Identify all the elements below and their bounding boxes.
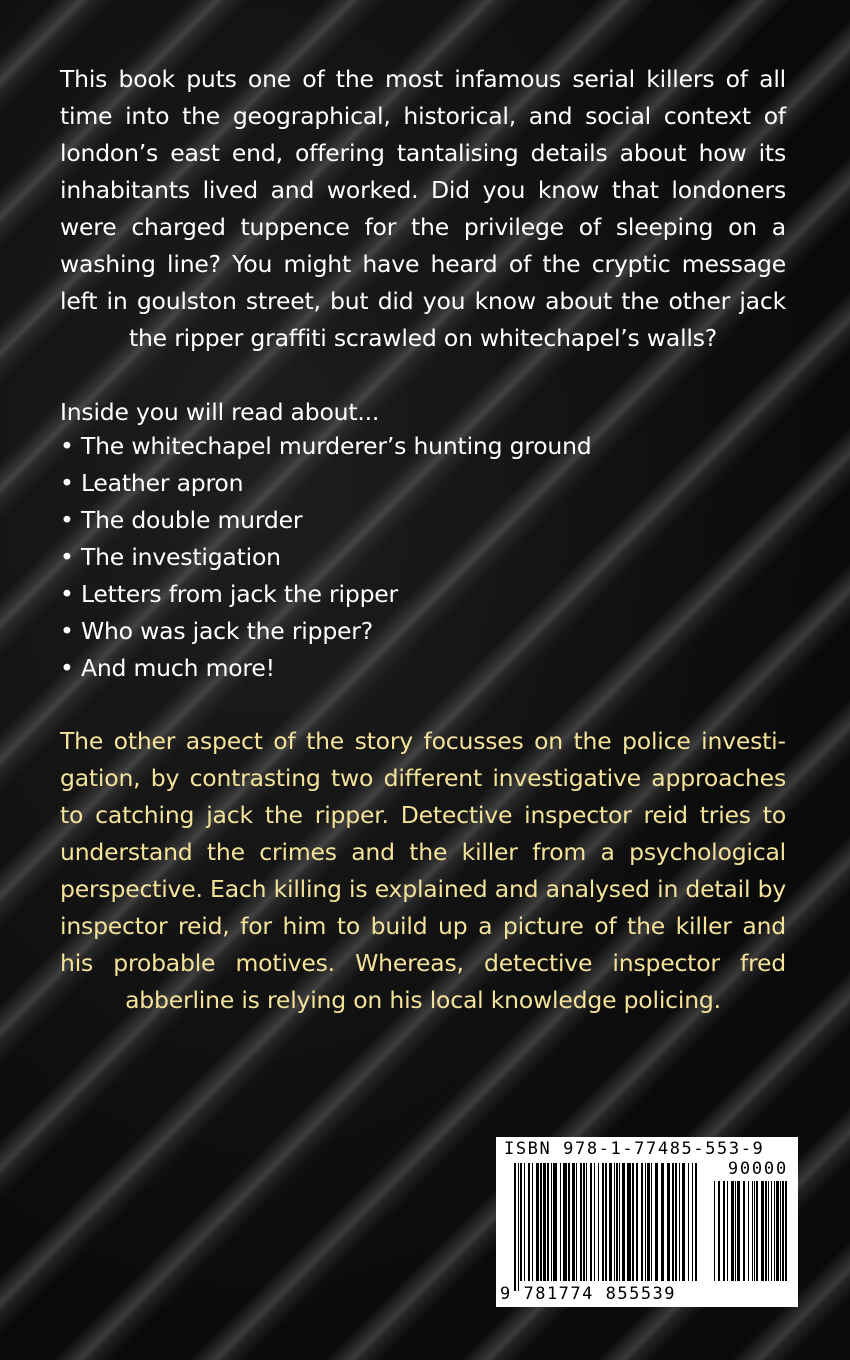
bullet-item: • The double murder [60,502,786,539]
bullet-item: • Letters from jack the ripper [60,576,786,613]
bullet-item: • Who was jack the ripper? [60,613,786,650]
feature-bullet-list [60,428,786,687]
price-code: 90000 [727,1159,788,1179]
description-paragraph-2: The other aspect of the story focusses on the police investigation, by contrasting two different investigative approaches to catching jack the ripper. Detective inspector reid tries to understand the crimes and the killer from a psychological perspective. Each killing is explained and analysed in detail by inspector reid, for him to build up a picture of the killer and his probable motives. Whereas, detective inspector fred abberline is relying on his local knowledge policing. [60,727,786,1014]
bullet-item: • The whitechapel murderer’s hunting ground [60,428,786,465]
description-paragraph-1: This book puts one of the most infamous serial killers of all time into the geographical, historical, and social context of london’s east end, offering tantalising details about how its inhabitants lived and worked. Did you know that londoners were charged tuppence for the privilege of sleeping on a washing line? You might have heard of the cryptic message left in goulston street, but did you know about the other jack the ripper graffiti scrawled on whitechapel’s walls? [60,65,786,352]
ean-number: 9 781774 855539 [500,1284,677,1304]
bullet-item: • And much more! [60,650,786,687]
isbn-barcode [496,1137,798,1307]
isbn-label: ISBN 978-1-77485-553-9 [504,1139,765,1159]
bullet-item: • Leather apron [60,465,786,502]
bullet-item: • The investigation [60,539,786,576]
inside-heading: Inside you will read about... [60,398,380,426]
